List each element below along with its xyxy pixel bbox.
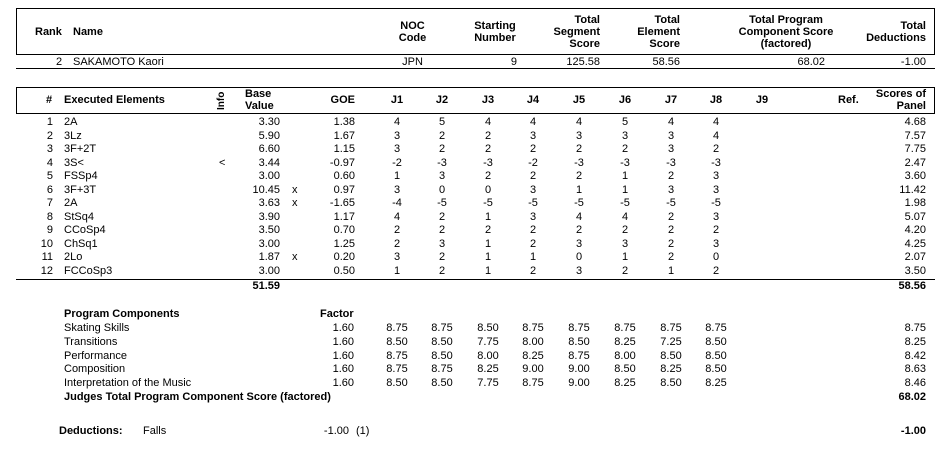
skater-total-segment-score: 125.58 [566, 56, 600, 68]
judge-score: 2 [667, 170, 675, 182]
component-judge-score: 8.25 [614, 335, 636, 348]
judge-score: 2 [438, 251, 446, 263]
component-judge-score: 8.50 [660, 377, 682, 390]
judge-1-header: J1 [390, 94, 404, 106]
deductions-total: -1.00 [900, 425, 926, 437]
component-judge-score: 8.50 [386, 377, 408, 390]
element-name: 2A [64, 116, 78, 128]
component-factor: 1.60 [332, 363, 354, 376]
component-judge-score: 8.50 [705, 363, 727, 376]
deduction-count: (1) [356, 425, 370, 437]
tes-header-2: Element [637, 26, 680, 38]
judge-score: -3 [711, 156, 721, 169]
judge-score: 3 [712, 183, 720, 196]
element-panel-score: 3.60 [904, 170, 926, 182]
component-judge-score: 8.50 [431, 335, 453, 348]
component-judge-score: 8.75 [660, 322, 682, 334]
judge-score: 1 [621, 183, 629, 196]
judge-score: 3 [712, 170, 720, 182]
element-number: 11 [41, 251, 53, 263]
component-name: Interpretation of the Music [64, 377, 192, 390]
judge-score: 1 [621, 251, 629, 263]
element-row [0, 130, 952, 143]
component-row [0, 377, 952, 390]
element-panel-score: 4.68 [904, 116, 926, 128]
component-judge-score: 8.75 [386, 363, 408, 376]
noc-header-1: NOC [400, 20, 425, 32]
component-judge-score: 7.75 [477, 377, 499, 390]
elements-panel-total: 58.56 [898, 280, 926, 292]
judge-score: 3 [621, 237, 629, 250]
judge-6-header: J6 [618, 94, 632, 106]
judge-score: -3 [437, 156, 447, 169]
component-judge-score: 8.25 [477, 363, 499, 376]
base-value-header-2: Value [245, 100, 274, 112]
component-judge-score: 8.50 [705, 349, 727, 362]
judge-score: -5 [711, 197, 721, 209]
judge-score: -5 [437, 197, 447, 209]
starting-header-1: Starting [474, 20, 516, 32]
element-bonus-mark: x [292, 183, 298, 196]
judge-score: 2 [621, 224, 629, 236]
element-goe: 0.50 [333, 264, 355, 277]
judge-score: 4 [712, 116, 720, 128]
element-panel-score: 2.07 [904, 251, 926, 263]
component-judge-score: 8.50 [660, 349, 682, 362]
component-judge-score: 8.75 [522, 377, 544, 390]
element-panel-score: 3.50 [904, 264, 926, 277]
ded-header-1: Total [900, 20, 926, 32]
element-row [0, 170, 952, 183]
skater-starting-number: 9 [510, 56, 517, 68]
element-goe: 0.70 [333, 224, 355, 236]
deduction-value: -1.00 [323, 425, 349, 437]
element-panel-score: 2.47 [904, 156, 926, 169]
element-goe: -0.97 [329, 156, 355, 169]
element-name: ChSq1 [64, 237, 98, 250]
element-base-value: 3.00 [258, 237, 280, 250]
judge-score: 3 [438, 170, 446, 182]
judge-score: 2 [529, 143, 537, 155]
component-judge-score: 8.50 [431, 377, 453, 390]
judge-score: 1 [484, 251, 492, 263]
element-panel-score: 5.07 [904, 210, 926, 223]
judge-score: 3 [667, 129, 675, 142]
element-bonus-mark: x [292, 197, 298, 209]
scores-of-panel-header-2: Panel [896, 100, 926, 112]
judge-score: 2 [484, 170, 492, 182]
judge-score: 4 [575, 116, 583, 128]
component-judge-score: 8.75 [431, 322, 453, 334]
element-base-value: 3.00 [258, 264, 280, 277]
judge-score: 2 [667, 237, 675, 250]
judge-score: 2 [393, 237, 401, 250]
element-number: 1 [46, 116, 53, 128]
element-goe: 1.17 [333, 210, 355, 223]
element-name: 2A [64, 197, 78, 209]
component-judge-score: 8.50 [568, 335, 590, 348]
judge-score: 3 [438, 237, 446, 250]
component-judge-score: 8.50 [386, 335, 408, 348]
tss-header-1: Total [574, 14, 600, 26]
element-number: 6 [46, 183, 53, 196]
judge-score: 2 [484, 143, 492, 155]
element-goe: 0.60 [333, 170, 355, 182]
judge-score: 2 [438, 129, 446, 142]
judge-score: 5 [621, 116, 629, 128]
component-judge-score: 8.75 [614, 322, 636, 334]
judge-score: 3 [575, 237, 583, 250]
base-value-total: 51.59 [252, 280, 280, 292]
name-header: Name [73, 26, 103, 38]
judge-score: 2 [575, 143, 583, 155]
judge-score: 2 [484, 129, 492, 142]
element-base-value: 1.87 [258, 251, 280, 263]
pcs-total: 68.02 [898, 391, 926, 403]
judge-score: 3 [621, 129, 629, 142]
executed-elements-header: Executed Elements [64, 94, 165, 106]
elements-underline [16, 279, 935, 280]
element-base-value: 5.90 [258, 129, 280, 142]
component-name: Performance [64, 349, 127, 362]
component-judge-score: 8.50 [477, 322, 499, 334]
element-row [0, 157, 952, 170]
component-judge-score: 7.75 [477, 335, 499, 348]
judge-score: -2 [392, 156, 402, 169]
pcs-header-1: Total Program [749, 14, 823, 26]
component-judge-score: 7.25 [660, 335, 682, 348]
judge-score: 2 [712, 224, 720, 236]
element-name: 3F+3T [64, 183, 97, 196]
judge-score: 2 [484, 224, 492, 236]
judge-2-header: J2 [435, 94, 449, 106]
ded-header-2: Deductions [866, 32, 926, 44]
judge-8-header: J8 [709, 94, 723, 106]
component-judge-score: 8.75 [386, 349, 408, 362]
component-panel-score: 8.75 [904, 322, 926, 334]
component-row [0, 350, 952, 363]
tes-header-3: Score [649, 38, 680, 50]
judge-score: 2 [529, 224, 537, 236]
element-base-value: 3.90 [258, 210, 280, 223]
judge-score: -3 [483, 156, 493, 169]
program-components-title: Program Components [64, 308, 180, 320]
component-panel-score: 8.63 [904, 363, 926, 376]
judge-score: -3 [666, 156, 676, 169]
component-judge-score: 8.75 [386, 322, 408, 334]
element-number: 7 [46, 197, 53, 209]
pcs-total-label: Judges Total Program Component Score (factored) [64, 391, 331, 403]
judge-score: 2 [529, 170, 537, 182]
judge-score: 2 [529, 264, 537, 277]
element-goe: 1.67 [333, 129, 355, 142]
judge-score: 2 [438, 143, 446, 155]
skater-name: SAKAMOTO Kaori [73, 56, 164, 68]
element-base-value: 3.50 [258, 224, 280, 236]
element-row [0, 184, 952, 197]
judge-score: 3 [529, 183, 537, 196]
element-info: < [219, 156, 226, 169]
skater-total-element-score: 58.56 [652, 56, 680, 68]
component-judge-score: 9.00 [568, 377, 590, 390]
element-name: 3Lz [64, 129, 82, 142]
element-name: StSq4 [64, 210, 94, 223]
judge-score: -4 [392, 197, 402, 209]
judge-score: 2 [393, 224, 401, 236]
component-judge-score: 8.75 [568, 322, 590, 334]
element-row [0, 238, 952, 251]
goe-header: GOE [330, 94, 355, 106]
judge-score: 2 [575, 224, 583, 236]
component-factor: 1.60 [332, 322, 354, 334]
judge-score: -5 [574, 197, 584, 209]
judge-score: 4 [484, 116, 492, 128]
element-row [0, 251, 952, 264]
component-judge-score: 8.75 [431, 363, 453, 376]
element-row [0, 116, 952, 129]
judge-score: 0 [712, 251, 720, 263]
element-panel-score: 7.57 [904, 129, 926, 142]
judge-score: -5 [528, 197, 538, 209]
judge-score: 2 [667, 210, 675, 223]
judge-score: 2 [712, 264, 720, 277]
element-goe: -1.65 [329, 197, 355, 209]
tss-header-3: Score [569, 38, 600, 50]
skater-rank: 2 [56, 56, 63, 68]
judge-9-header: J9 [755, 94, 769, 106]
tss-header-2: Segment [553, 26, 600, 38]
judge-score: -3 [574, 156, 584, 169]
judge-score: 2 [438, 210, 446, 223]
component-name: Composition [64, 363, 126, 376]
judge-score: 4 [393, 210, 401, 223]
scores-of-panel-header-1: Scores of [875, 88, 926, 100]
component-row [0, 363, 952, 376]
element-number: 9 [46, 224, 53, 236]
element-name: FCCoSp3 [64, 264, 113, 277]
judge-5-header: J5 [572, 94, 586, 106]
component-judge-score: 8.25 [522, 349, 544, 362]
judge-score: 3 [575, 129, 583, 142]
judge-score: -5 [483, 197, 493, 209]
noc-header-2: Code [398, 32, 427, 44]
component-judge-score: 9.00 [568, 363, 590, 376]
element-row [0, 265, 952, 278]
judge-score: 2 [712, 143, 720, 155]
deductions-label: Deductions: [59, 425, 123, 437]
judge-4-header: J4 [526, 94, 540, 106]
judge-score: 2 [667, 251, 675, 263]
component-row [0, 322, 952, 335]
element-number: 2 [46, 129, 53, 142]
element-goe: 1.25 [333, 237, 355, 250]
judge-score: 4 [529, 116, 537, 128]
element-number: 10 [40, 237, 53, 250]
skater-noc: JPN [402, 56, 423, 68]
judge-score: 4 [712, 129, 720, 142]
component-row [0, 336, 952, 349]
summary-underline [16, 68, 935, 69]
judge-score: 4 [621, 210, 629, 223]
element-number: 3 [46, 143, 53, 155]
element-number: 5 [46, 170, 53, 182]
element-goe: 1.15 [333, 143, 355, 155]
component-judge-score: 8.75 [522, 322, 544, 334]
judge-score: 3 [529, 129, 537, 142]
judge-score: -2 [528, 156, 538, 169]
component-panel-score: 8.42 [904, 349, 926, 362]
element-goe: 0.97 [333, 183, 355, 196]
judge-score: 1 [667, 264, 675, 277]
skater-total-deductions: -1.00 [900, 56, 926, 68]
judge-score: 4 [393, 116, 401, 128]
element-name: 3F+2T [64, 143, 97, 155]
element-row [0, 197, 952, 210]
component-judge-score: 8.00 [522, 335, 544, 348]
element-base-value: 6.60 [258, 143, 280, 155]
num-header: # [46, 94, 53, 106]
judge-score: -5 [620, 197, 630, 209]
component-judge-score: 8.50 [705, 335, 727, 348]
element-base-value: 10.45 [252, 183, 280, 196]
element-row [0, 224, 952, 237]
judge-score: 3 [712, 210, 720, 223]
judge-score: 2 [621, 143, 629, 155]
judge-score: 4 [667, 116, 675, 128]
judge-score: 1 [393, 170, 401, 182]
tes-header-1: Total [654, 14, 680, 26]
skater-total-pcs: 68.02 [797, 56, 825, 68]
judge-score: 0 [484, 183, 492, 196]
judge-score: 4 [575, 210, 583, 223]
info-header: Info [216, 91, 227, 110]
pcs-header-3: (factored) [760, 38, 812, 50]
component-judge-score: 9.00 [522, 363, 544, 376]
element-panel-score: 1.98 [904, 197, 926, 209]
component-judge-score: 8.25 [614, 377, 636, 390]
element-panel-score: 4.20 [904, 224, 926, 236]
element-base-value: 3.63 [258, 197, 280, 209]
element-panel-score: 4.25 [904, 237, 926, 250]
element-base-value: 3.44 [258, 156, 280, 169]
starting-header-2: Number [474, 32, 516, 44]
judge-score: 1 [484, 264, 492, 277]
judge-score: -3 [620, 156, 630, 169]
component-name: Skating Skills [64, 322, 130, 334]
judge-score: 1 [484, 210, 492, 223]
component-judge-score: 8.25 [705, 377, 727, 390]
judge-score: 1 [484, 237, 492, 250]
judge-score: 1 [529, 251, 537, 263]
element-name: 3S< [64, 156, 84, 169]
judge-score: 3 [529, 210, 537, 223]
judge-score: -5 [666, 197, 676, 209]
judge-7-header: J7 [664, 94, 678, 106]
element-panel-score: 7.75 [904, 143, 926, 155]
component-factor: 1.60 [332, 349, 354, 362]
element-row [0, 211, 952, 224]
judge-score: 3 [575, 264, 583, 277]
component-judge-score: 8.25 [660, 363, 682, 376]
element-bonus-mark: x [292, 251, 298, 263]
judge-score: 2 [438, 224, 446, 236]
component-factor: 1.60 [332, 335, 354, 348]
judge-score: 2 [575, 170, 583, 182]
judge-score: 1 [621, 170, 629, 182]
judge-score: 3 [393, 143, 401, 155]
judge-score: 2 [621, 264, 629, 277]
component-panel-score: 8.25 [904, 335, 926, 348]
component-panel-score: 8.46 [904, 377, 926, 390]
element-row [0, 143, 952, 156]
factor-header: Factor [320, 308, 354, 320]
component-factor: 1.60 [332, 377, 354, 390]
judge-score: 0 [575, 251, 583, 263]
judge-score: 1 [393, 264, 401, 277]
component-judge-score: 8.00 [477, 349, 499, 362]
element-name: 2Lo [64, 251, 83, 263]
base-value-header-1: Base [245, 88, 272, 100]
element-panel-score: 11.42 [899, 183, 926, 196]
judge-score: 3 [393, 251, 401, 263]
judge-score: 3 [393, 183, 401, 196]
judge-score: 1 [575, 183, 583, 196]
element-base-value: 3.00 [258, 170, 280, 182]
judge-score: 3 [712, 237, 720, 250]
judge-score: 5 [438, 116, 446, 128]
pcs-header-2: Component Score [738, 26, 834, 38]
element-number: 4 [46, 156, 53, 169]
judge-score: 2 [529, 237, 537, 250]
component-name: Transitions [64, 335, 118, 348]
deduction-type: Falls [143, 425, 167, 437]
rank-header: Rank [35, 26, 62, 38]
judge-3-header: J3 [481, 94, 495, 106]
component-judge-score: 8.50 [431, 349, 453, 362]
element-goe: 1.38 [333, 116, 355, 128]
element-number: 12 [40, 264, 53, 277]
element-goe: 0.20 [333, 251, 355, 263]
element-base-value: 3.30 [258, 116, 280, 128]
component-judge-score: 8.75 [705, 322, 727, 334]
component-judge-score: 8.00 [614, 349, 636, 362]
judge-score: 3 [393, 129, 401, 142]
element-number: 8 [46, 210, 53, 223]
judge-score: 3 [667, 143, 675, 155]
element-name: CCoSp4 [64, 224, 106, 236]
judge-score: 3 [667, 183, 675, 196]
component-judge-score: 8.75 [568, 349, 590, 362]
judge-score: 0 [438, 183, 446, 196]
judge-score: 2 [438, 264, 446, 277]
component-judge-score: 8.50 [614, 363, 636, 376]
judge-score: 2 [667, 224, 675, 236]
ref-header: Ref. [838, 94, 859, 106]
element-name: FSSp4 [64, 170, 98, 182]
